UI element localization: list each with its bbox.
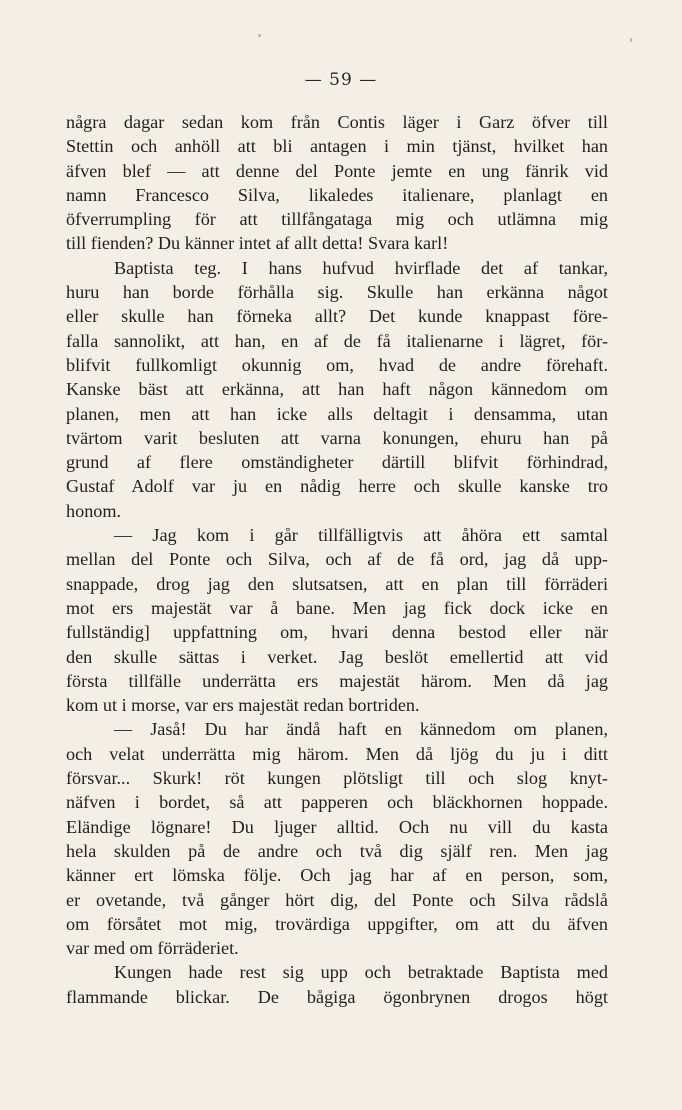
text-line: och velat underrätta mig härom. Men då ljög du ju i ditt (66, 743, 608, 764)
text-line: Stettin och anhöll att bli antagen i min tjänst, hvilket han (66, 136, 608, 157)
text-line: kom ut i morse, var ers majestät redan bortriden. (66, 695, 420, 716)
text-line: mellan del Ponte och Silva, och af de få ord, jag då upp- (66, 549, 608, 570)
text-line: Kungen hade rest sig upp och betraktade Baptista med (114, 962, 608, 983)
text-line: — Jaså! Du har ändå haft en kännedom om planen, (114, 719, 608, 740)
text-line: fullständig] uppfattning om, hvari denna bestod eller när (66, 622, 608, 643)
text-line: den skulle sättas i verket. Jag beslöt emellertid att vid (66, 646, 608, 667)
text-line: äfven blef — att denne del Ponte jemte en ung fänrik vid (66, 160, 608, 181)
text-line: huru han borde förhålla sig. Skulle han erkänna något (66, 282, 608, 303)
text-line: eller skulle han förneka allt? Det kunde knappast före- (66, 306, 608, 327)
text-line: några dagar sedan kom från Contis läger i Garz öfver till (66, 112, 608, 132)
text-line: första tillfälle underrätta ers majestät härom. Men då jag (66, 670, 608, 691)
text-line: flammande blickar. De bågiga ögonbrynen drogos högt (66, 986, 608, 1007)
text-line: var med om förräderiet. (66, 938, 239, 959)
text-line: er ovetande, två gånger hört dig, del Ponte och Silva rådslå (66, 889, 608, 910)
text-line: namn Francesco Silva, likaledes italienare, planlagt en (66, 184, 608, 205)
text-line: grund af flere omständigheter därtill blifvit förhindrad, (66, 452, 608, 473)
text-line: till fienden? Du känner intet af allt detta! Svara karl! (66, 233, 449, 254)
text-line: Eländige lögnare! Du ljuger alltid. Och nu vill du kasta (66, 816, 608, 837)
text-line: om försåtet mot mig, trovärdiga uppgifter, om att du äfven (66, 913, 608, 934)
text-line: Baptista teg. I hans hufvud hvirflade det af tankar, (114, 257, 608, 278)
body-text (66, 110, 608, 1009)
text-line: blifvit fullkomligt okunnig om, hvad de andre förehaft. (66, 354, 608, 375)
text-line: försvar... Skurk! röt kungen plötsligt till och slog knyt- (66, 768, 608, 789)
paper-speck (630, 38, 632, 42)
paper-speck (258, 34, 261, 37)
page-number: — 59 — (304, 70, 378, 90)
text-line: tvärtom varit besluten att varna konungen, ehuru han på (66, 427, 608, 448)
text-line: Gustaf Adolf var ju en nådig herre och skulle kanske tro (66, 476, 608, 497)
text-line: mot ers majestät var å bane. Men jag fick dock icke en (66, 597, 608, 618)
text-line: honom. (66, 500, 122, 521)
text-line: — Jag kom i går tillfälligtvis att åhöra ett samtal (114, 525, 608, 546)
text-line: Kanske bäst att erkänna, att han haft någon kännedom om (66, 379, 608, 400)
text-line: hela skulden på de andre och två dig själf ren. Men jag (66, 840, 608, 861)
text-line: näfven i bordet, så att papperen och bläckhornen hoppade. (66, 792, 608, 813)
text-line: öfverrumpling för att tillfångataga mig och utlämna mig (66, 209, 608, 230)
text-line: planen, men att han icke alls deltagit i densamma, utan (66, 403, 608, 424)
text-line: snappade, drog jag den slutsatsen, att en plan till förräderi (66, 573, 608, 594)
text-line: falla sannolikt, att han, en af de få italienarne i lägret, för- (66, 330, 608, 351)
text-line: känner ert lömska följe. Och jag har af en person, som, (66, 865, 608, 886)
